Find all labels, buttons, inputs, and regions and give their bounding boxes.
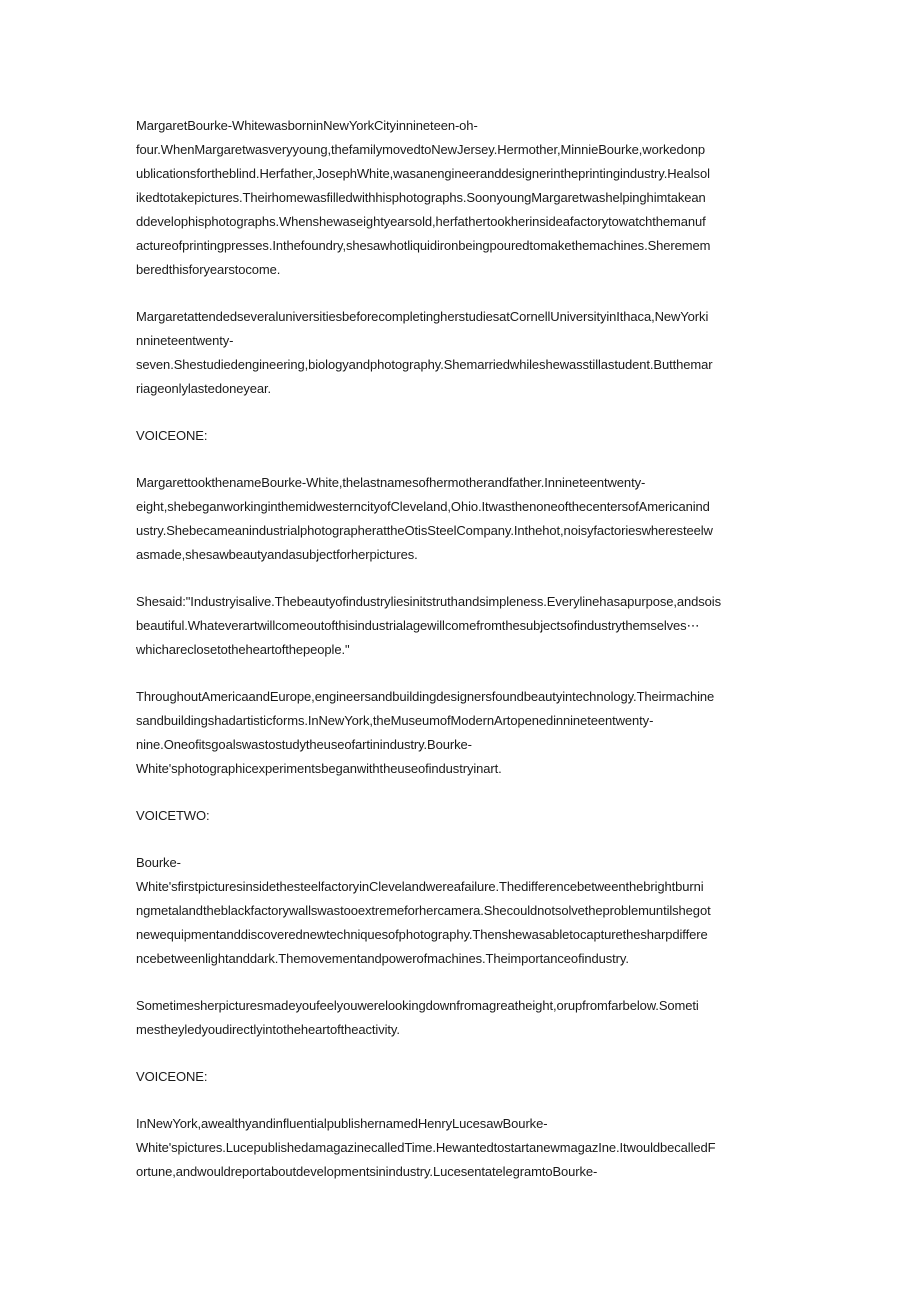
paragraph-gap (136, 282, 786, 305)
paragraph-gap (136, 567, 786, 590)
text-line: ustry.ShebecameanindustrialphotographerattheOtisSteelCompany.Inthehot,noisyfactorieswheresteelw (136, 523, 713, 538)
paragraph-gap (136, 448, 786, 471)
document-body (136, 114, 786, 1184)
paragraph-gap (136, 781, 786, 804)
text-line: beredthisforyearstocome. (136, 262, 281, 277)
text-line: White'spictures.LucepublishedamagazinecalledTime.HewantedtostartanewmagazIne.ItwouldbecalledF (136, 1140, 716, 1155)
text-line: ublicationsfortheblind.Herfather,JosephWhite,wasanengineeranddesignerintheprintingindustry.Healsol (136, 166, 710, 181)
paragraph-gap (136, 662, 786, 685)
text-line: mestheyledyoudirectlyintotheheartoftheactivity. (136, 1022, 400, 1037)
text-line: MargarettookthenameBourke-White,thelastnamesofhermotherandfather.Innineteentwenty- (136, 475, 646, 490)
text-line: VOICEONE: (136, 1069, 208, 1084)
paragraph-gap (136, 1042, 786, 1065)
text-line: ikedtotakepictures.Theirhomewasfilledwithhisphotographs.SoonyoungMargaretwashelpinghimtakean (136, 190, 706, 205)
text-line: actureofprintingpresses.Inthefoundry,shesawhotliquidironbeingpouredtomakethemachines.Sheremem (136, 238, 711, 253)
speaker-label-voice-one (136, 424, 786, 448)
text-line: riageonlylastedoneyear. (136, 381, 272, 396)
text-line: sandbuildingshadartisticforms.InNewYork,theMuseumofModernArtopenedinnineteentwenty- (136, 713, 654, 728)
text-line: eight,shebeganworkinginthemidwesterncityofCleveland,Ohio.ItwasthenoneofthecentersofAmericanind (136, 499, 710, 514)
text-line: four.WhenMargaretwasveryyoung,thefamilymovedtoNewJersey.Hermother,MinnieBourke,workedonp (136, 142, 706, 157)
text-line: Sometimesherpicturesmadeyoufeelyouwerelookingdownfromagreatheight,orupfromfarbelow.Someti (136, 998, 699, 1013)
paragraph-gap (136, 1089, 786, 1112)
paragraph-gap (136, 971, 786, 994)
paragraph-biography-early-life (136, 114, 786, 282)
text-line: VOICETWO: (136, 808, 210, 823)
text-line: nine.Oneofitsgoalswastostudytheuseofartinindustry.Bourke- (136, 737, 472, 752)
paragraph-education (136, 305, 786, 401)
paragraph-first-pictures (136, 851, 786, 971)
text-line: Shesaid:"Industryisalive.Thebeautyofindustryliesinitstruthandsimpleness.Everylinehasapurpose,andsois (136, 594, 721, 609)
paragraph-gap (136, 828, 786, 851)
text-line: ngmetalandtheblackfactorywallswastooextremeforhercamera.Shecouldnotsolvetheproblemuntilshegot (136, 903, 711, 918)
text-line: ThroughoutAmericaandEurope,engineersandbuildingdesignersfoundbeautyintechnology.Theirmachine (136, 689, 715, 704)
text-line: ncebetweenlightanddark.Themovementandpowerofmachines.Theimportanceofindustry. (136, 951, 629, 966)
text-line: Bourke- (136, 855, 181, 870)
text-line: nnineteentwenty- (136, 333, 234, 348)
text-line: beautiful.Whateverartwillcomeoutofthisindustrialagewillcomefromthesubjectsofindustrythemselves⋯ (136, 618, 700, 633)
text-line: newequipmentanddiscoverednewtechniquesofphotography.Thenshewasabletocapturethesharpdiffere (136, 927, 708, 942)
paragraph-perspective (136, 994, 786, 1042)
text-line: MargaretattendedseveraluniversitiesbeforecompletingherstudiesatCornellUniversityinIthaca,NewYorki (136, 309, 709, 324)
paragraph-gap (136, 401, 786, 424)
text-line: ortune,andwouldreportaboutdevelopmentsinindustry.LucesentatelegramtoBourke- (136, 1164, 598, 1179)
speaker-label-voice-two (136, 804, 786, 828)
text-line: whichareclosetotheheartofthepeople." (136, 642, 350, 657)
text-line: VOICEONE: (136, 428, 208, 443)
paragraph-technology (136, 685, 786, 781)
text-line: MargaretBourke-WhitewasborninNewYorkCityinnineteen-oh- (136, 118, 478, 133)
paragraph-henry-luce (136, 1112, 786, 1184)
text-line: InNewYork,awealthyandinfluentialpublishernamedHenryLucesawBourke- (136, 1116, 548, 1131)
text-line: White'sfirstpicturesinsidethesteelfactoryinClevelandwereafailure.Thedifferencebetweenthebrightburni (136, 879, 704, 894)
paragraph-cleveland (136, 471, 786, 567)
text-line: seven.Shestudiedengineering,biologyandphotography.Shemarriedwhileshewasstillastudent.Butthemar (136, 357, 713, 372)
paragraph-quote (136, 590, 786, 662)
text-line: White'sphotographicexperimentsbeganwiththeuseofindustryinart. (136, 761, 502, 776)
text-line: ddevelophisphotographs.Whenshewaseightyearsold,herfathertookherinsideafactorytowatchthemanuf (136, 214, 706, 229)
text-line: asmade,shesawbeautyandasubjectforherpictures. (136, 547, 418, 562)
speaker-label-voice-one (136, 1065, 786, 1089)
